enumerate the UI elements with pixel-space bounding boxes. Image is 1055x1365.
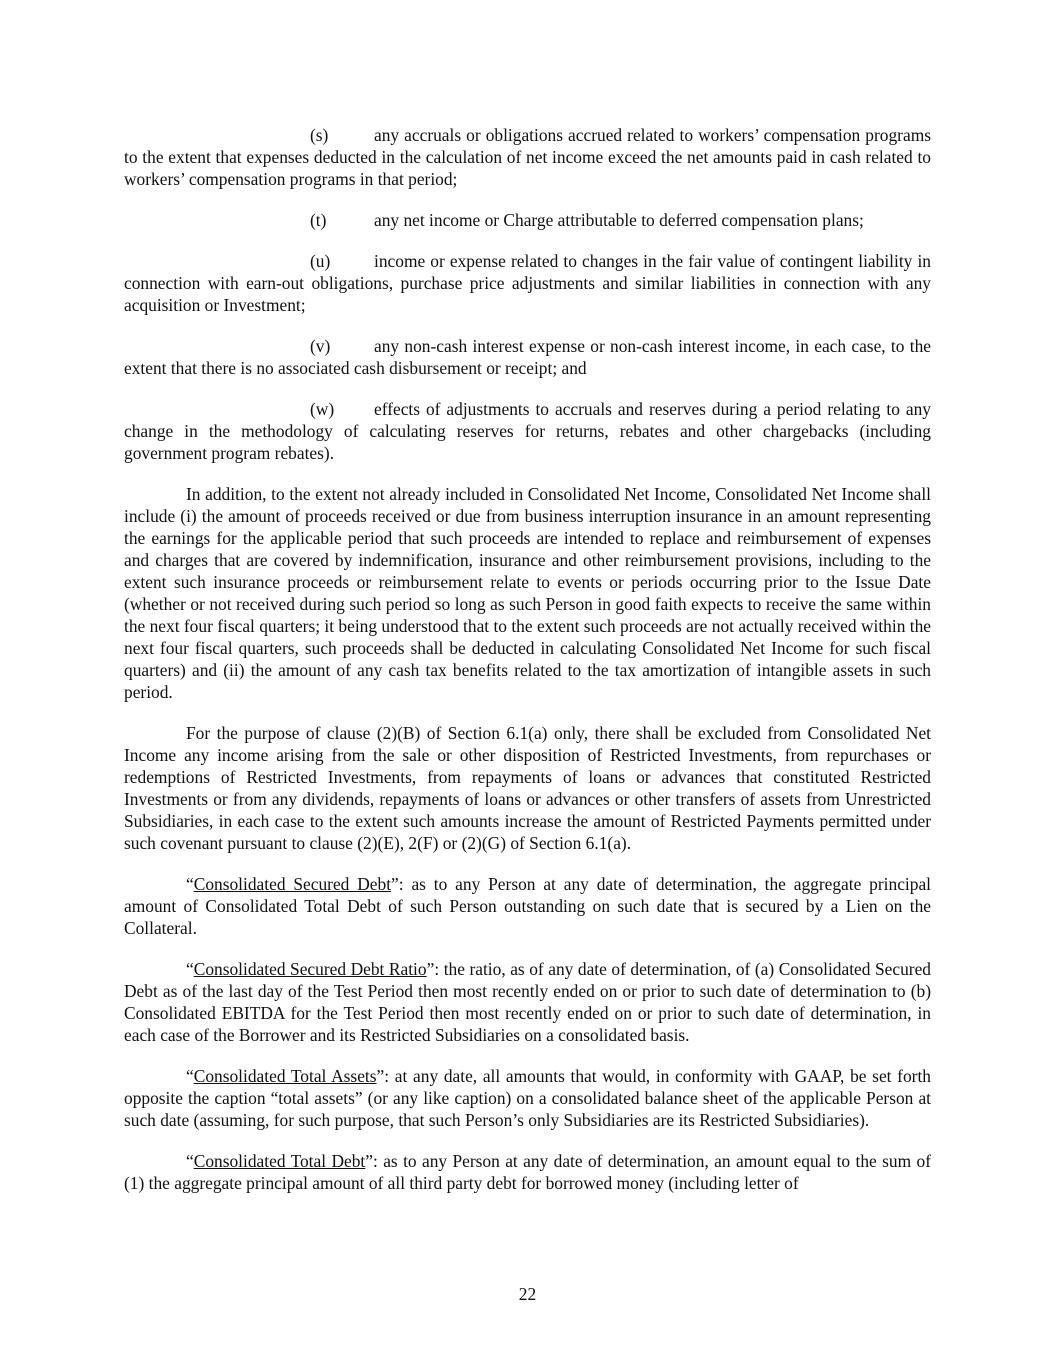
clause-label: (t)	[310, 210, 327, 230]
definition-consolidated-total-assets	[124, 1065, 931, 1131]
paragraph-in-addition: In addition, to the extent not already included in Consolidated Net Income, Consolidated Net Income shall include (i) the amount of proceeds received or due from business interruption insurance in an amount representing the earnings for the applicable period that such proceeds are intended to replace and reimbursement of expenses and charges that are covered by indemnification, insurance and other reimbursement provisions, including to the extent such insurance proceeds or reimbursement relate to events or periods occurring prior to the Issue Date (whether or not received during such period so long as such Person in good faith expects to receive the same within the next four fiscal quarters; it being understood that to the extent such proceeds are not actually received within the next four fiscal quarters, such proceeds shall be deducted in calculating Consolidated Net Income for such fiscal quarters) and (ii) the amount of any cash tax benefits related to the tax amortization of intangible assets in such period.	[124, 484, 931, 702]
term-close: ”:	[376, 1066, 395, 1086]
definition-text: as to any Person at any date of determination, the aggregate principal amount of Consolidated Total Debt of such Person outstanding on such date that is secured by a Lien on the Collateral.	[124, 874, 931, 938]
defined-term: Consolidated Total Assets	[193, 1066, 377, 1086]
clause-v	[124, 335, 931, 379]
term-close: ”:	[365, 1151, 384, 1171]
term-close: ”:	[391, 874, 412, 894]
clause-t	[124, 209, 931, 231]
defined-term: Consolidated Secured Debt	[193, 874, 392, 894]
clause-text: any net income or Charge attributable to deferred compensation plans;	[374, 210, 864, 230]
open-quote: “	[186, 1066, 194, 1086]
definition-text: at any date, all amounts that would, in conformity with GAAP, be set forth opposite the caption “total assets” (or any like caption) on a consolidated balance sheet of the applicable Person at such date (assuming, for such purpose, that such Person’s only Subsidiaries are its Restricted Subsidiaries).	[124, 1066, 931, 1130]
clause-text: any non-cash interest expense or non-cash interest income, in each case, to the extent that there is no associated cash disbursement or receipt; and	[124, 336, 931, 378]
definition-consolidated-total-debt	[124, 1150, 931, 1194]
open-quote: “	[186, 1151, 194, 1171]
clause-label: (v)	[310, 336, 331, 356]
clause-text: effects of adjustments to accruals and reserves during a period relating to any change in the methodology of calculating reserves for returns, rebates and other chargebacks (including government program rebates).	[124, 399, 931, 463]
definition-consolidated-secured-debt-ratio	[124, 958, 931, 1046]
clause-s	[124, 124, 931, 190]
definition-consolidated-secured-debt	[124, 873, 931, 939]
clause-u	[124, 250, 931, 316]
definition-text: as to any Person at any date of determination, an amount equal to the sum of (1) the aggregate principal amount of all third party debt for borrowed money (including letter of	[124, 1151, 931, 1193]
clause-label: (s)	[310, 125, 329, 145]
clause-label: (u)	[310, 251, 331, 271]
document-page-body	[124, 124, 931, 1213]
open-quote: “	[186, 874, 194, 894]
clause-w	[124, 398, 931, 464]
definition-text: the ratio, as of any date of determination, of (a) Consolidated Secured Debt as of the last day of the Test Period then most recently ended on or prior to such date of determination to (b) Consolidated EBITDA for the Test Period then most recently ended on or prior to such date of determination, in each case of the Borrower and its Restricted Subsidiaries on a consolidated basis.	[124, 959, 932, 1045]
clause-label: (w)	[310, 399, 335, 419]
open-quote: “	[186, 959, 194, 979]
clause-text: income or expense related to changes in the fair value of contingent liability in connection with earn-out obligations, purchase price adjustments and similar liabilities in connection with any acquisition or Investment;	[124, 251, 931, 315]
clause-text: any accruals or obligations accrued related to workers’ compensation programs to the extent that expenses deducted in the calculation of net income exceed the net amounts paid in cash related to workers’ compensation programs in that period;	[124, 125, 931, 189]
term-close: ”:	[426, 959, 444, 979]
page-number: 22	[518, 1284, 537, 1304]
defined-term: Consolidated Secured Debt Ratio	[193, 959, 427, 979]
paragraph-for-purpose: For the purpose of clause (2)(B) of Section 6.1(a) only, there shall be excluded from Consolidated Net Income any income arising from the sale or other disposition of Restricted Investments, from repurchases or redemptions of Restricted Investments, from repayments of loans or advances that constituted Restricted Investments or from any dividends, repayments of loans or advances or other transfers of assets from Unrestricted Subsidiaries, in each case to the extent such amounts increase the amount of Restricted Payments permitted under such covenant pursuant to clause (2)(E), 2(F) or (2)(G) of Section 6.1(a).	[124, 723, 931, 853]
defined-term: Consolidated Total Debt	[193, 1151, 366, 1171]
